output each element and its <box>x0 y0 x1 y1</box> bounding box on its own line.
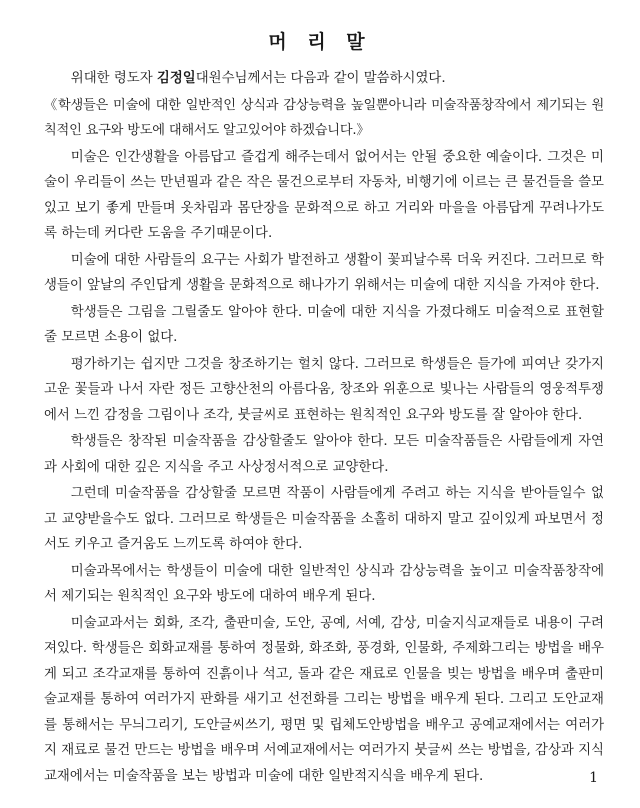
intro-paragraph <box>44 66 604 92</box>
paragraph-5: 학생들은 창작된 미술작품을 감상할줄도 알아야 한다. 모든 미술작품들은 사람들에게 자연과 사회에 대한 깊은 지식을 주고 사상정서적으로 교양한다. <box>44 434 604 475</box>
paragraph-6: 그런데 미술작품을 감상할줄 모르면 작품이 사람들에게 주려고 하는 지식을 받아들일수 없고 교양받을수도 없다. 그러므로 학생들은 미술작품을 소홀히 대하지 말고 깊이있게 파보면서 정서도 키우고 즐거움도 느끼도록 하여야 한다. <box>44 486 604 552</box>
paragraph-2: 미술에 대한 사람들의 요구는 사회가 발전하고 생활이 꽃피날수록 더욱 커진다. 그러므로 학생들이 앞날의 주인답게 생활을 문화적으로 해나가기 위해서는 미술에 대한 지식을 가져야 한다. <box>44 252 604 293</box>
page-number: 1 <box>589 770 598 786</box>
intro-before: 위대한 령도자 <box>70 71 157 86</box>
intro-after: 대원수님께서는 다음과 같이 말씀하시였다. <box>195 71 446 86</box>
page-title: 머 리 말 <box>268 31 372 53</box>
paragraph-3: 학생들은 그림을 그릴줄도 알아야 한다. 미술에 대한 지식을 가졌다해도 미술적으로 표현할줄 모르면 소용이 없다. <box>44 304 604 345</box>
paragraph-1: 미술은 인간생활을 아름답고 즐겁게 해주는데서 없어서는 안될 중요한 예술이다. 그것은 미술이 우리들이 쓰는 만년필과 같은 작은 물건으로부터 자동차, 비행기에 이르는 큰 물건들을 쓸모있고 보기 좋게 만들며 옷차림과 몸단장을 문화적으로 하고 거리와 마을을 아름답게 꾸려나가도록 하는데 커다란 도움을 주기때문이다. <box>44 149 604 241</box>
paragraph-4: 평가하기는 쉽지만 그것을 창조하기는 헐치 않다. 그러므로 학생들은 들가에 피여난 갖가지 고운 꽃들과 나서 자란 정든 고향산천의 아름다움, 창조와 위훈으로 빛나는 사람들의 영웅적투쟁에서 느낀 감정을 그림이나 조각, 붓글씨로 표현하는 원칙적인 요구와 방도를 잘 알아야 한다. <box>44 356 604 423</box>
leader-name: 김정일 <box>156 70 196 86</box>
paragraph-7: 미술과목에서는 학생들이 미술에 대한 일반적인 상식과 감상능력을 높이고 미술작품창작에서 제기되는 원칙적인 요구와 방도에 대하여 배우게 된다. <box>44 563 604 604</box>
quote-paragraph: 《학생들은 미술에 대한 일반적인 상식과 감상능력을 높일뿐아니라 미술작품창작에서 제기되는 원칙적인 요구와 방도에 대해서도 알고있어야 하겠습니다.》 <box>44 97 604 138</box>
paragraph-8: 미술교과서는 회화, 조각, 출판미술, 도안, 공예, 서예, 감상, 미술지식교재들로 내용이 구려져있다. 학생들은 회화교재를 통하여 정물화, 화조화, 풍경화, 인물화, 주제화그리는 방법을 배우게 되고 조각교재를 통하여 진흙이나 석고, 돌과 같은 재료로 인물을 빚는 방법을 배우며 출판미술교재를 통하여 여러가지 판화를 새기고 선전화를 그리는 방법을 배우게 된다. 그리고 도안교재를 통해서는 무늬그리기, 도안글씨쓰기, 평면 및 립체도안방법을 배우고 공예교재에서는 여러가지 재료로 물건 만드는 방법을 배우며 서예교재에서는 여러가지 붓글씨 쓰는 방법을, 감상과 지식교재에서는 미술작품을 보는 방법과 미술에 대한 일반적지식을 배우게 된다. <box>44 615 604 784</box>
body-text <box>44 66 604 790</box>
